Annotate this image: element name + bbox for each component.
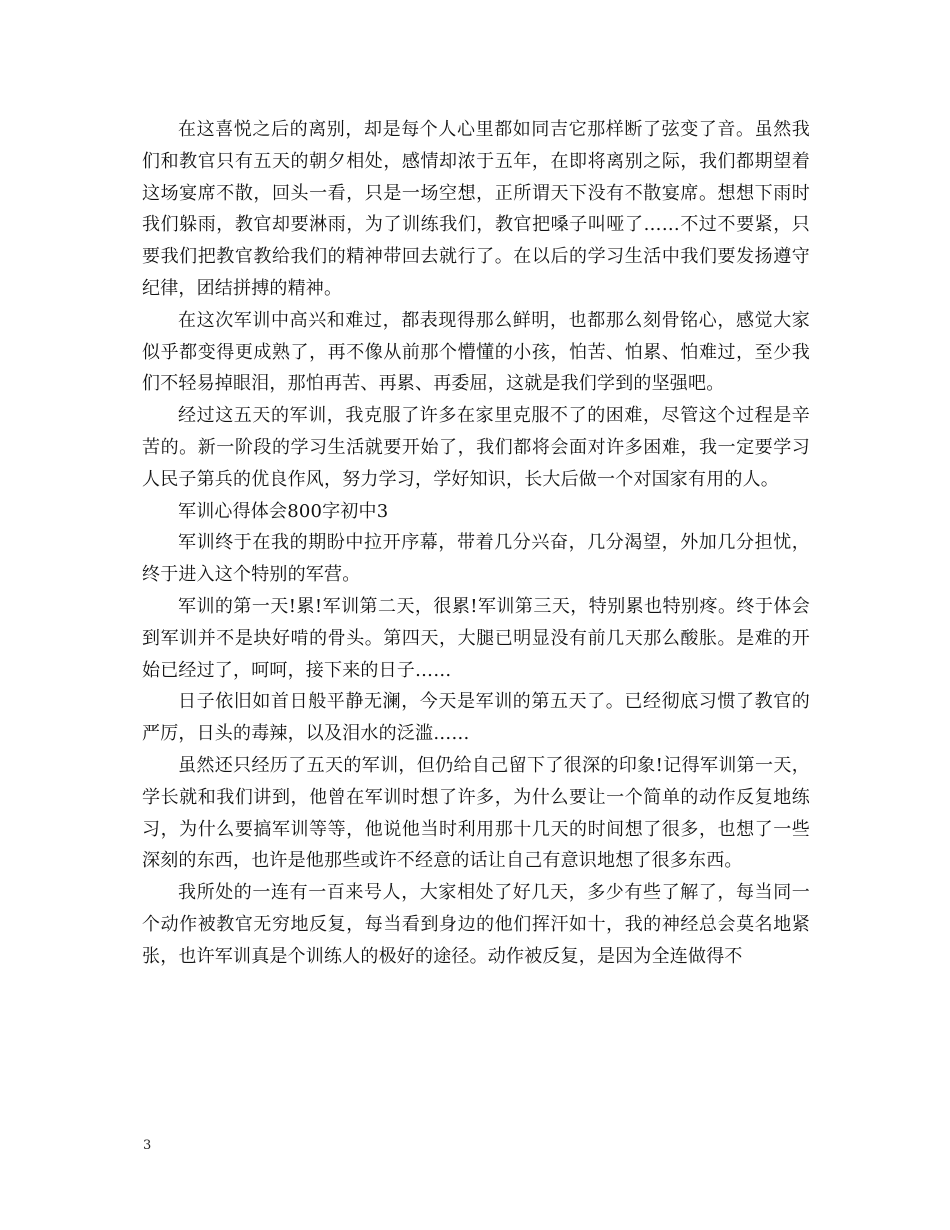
paragraph-farewell: 在这喜悦之后的离别，却是每个人心里都如同吉它那样断了弦变了音。虽然我们和教官只有五天的朝夕相处，感情却浓于五年，在即将离别之际，我们都期望着这场宴席不散，回头一看，只是一场空想，正所谓天下没有不散宴席。想想下雨时我们躲雨，教官却要淋雨，为了训练我们，教官把嗓子叫哑了……不过不要紧，只要我们把教官教给我们的精神带回去就行了。在以后的学习生活中我们要发扬遵守纪律，团结拼搏的精神。 xyxy=(142,119,810,299)
paragraph-impression: 虽然还只经历了五天的军训，但仍给自己留下了很深的印象!记得军训第一天，学长就和我们讲到，他曾在军训时想了许多，为什么要让一个简单的动作反复地练习，为什么要搞军训等等，他说他当时利用那十几天的时间想了很多，也想了一些深刻的东西，也许是他那些或许不经意的话让自己有意识地想了很多东西。 xyxy=(142,754,810,872)
paragraph-fifth-day: 日子依旧如首日般平静无澜，今天是军训的第五天了。已经彻底习惯了教官的严厉，日头的毒辣，以及泪水的泛滥…… xyxy=(142,691,810,745)
section-heading: 军训心得体会800字初中3 xyxy=(178,500,389,522)
paragraph-five-days: 经过这五天的军训，我克服了许多在家里克服不了的困难，尽管这个过程是辛苦的。新一阶段的学习生活就要开始了，我们都将会面对许多困难，我一定要学习人民子第兵的优良作风，努力学习，学好知识，长大后做一个对国家有用的人。 xyxy=(142,405,810,490)
paragraph-emotions: 在这次军训中高兴和难过，都表现得那么鲜明，也都那么刻骨铭心，感觉大家似乎都变得更成熟了，再不像从前那个懵懂的小孩，怕苦、怕累、怕难过，至少我们不轻易掉眼泪，那怕再苦、再累、再委屈，这就是我们学到的坚强吧。 xyxy=(142,309,810,395)
paragraph-daily-progress: 军训的第一天!累!军训第二天，很累!军训第三天，特别累也特别疼。终于体会到军训并不是块好啃的骨头。第四天，大腿已明显没有前几天那么酸胀。是难的开始已经过了，呵呵，接下来的日子…… xyxy=(142,595,810,681)
paragraph-company: 我所处的一连有一百来号人，大家相处了好几天，多少有些了解了，每当同一个动作被教官无穷地反复，每当看到身边的他们挥汗如十，我的神经总会莫名地紧张，也许军训真是个训练人的极好的途径。动作被反复，是因为全连做得不 xyxy=(142,882,810,967)
page-number: 3 xyxy=(143,1138,152,1153)
document-body xyxy=(142,114,810,973)
paragraph-opening: 军训终于在我的期盼中拉开序幕，带着几分兴奋，几分渴望，外加几分担忧，终于进入这个特别的军营。 xyxy=(142,532,810,586)
